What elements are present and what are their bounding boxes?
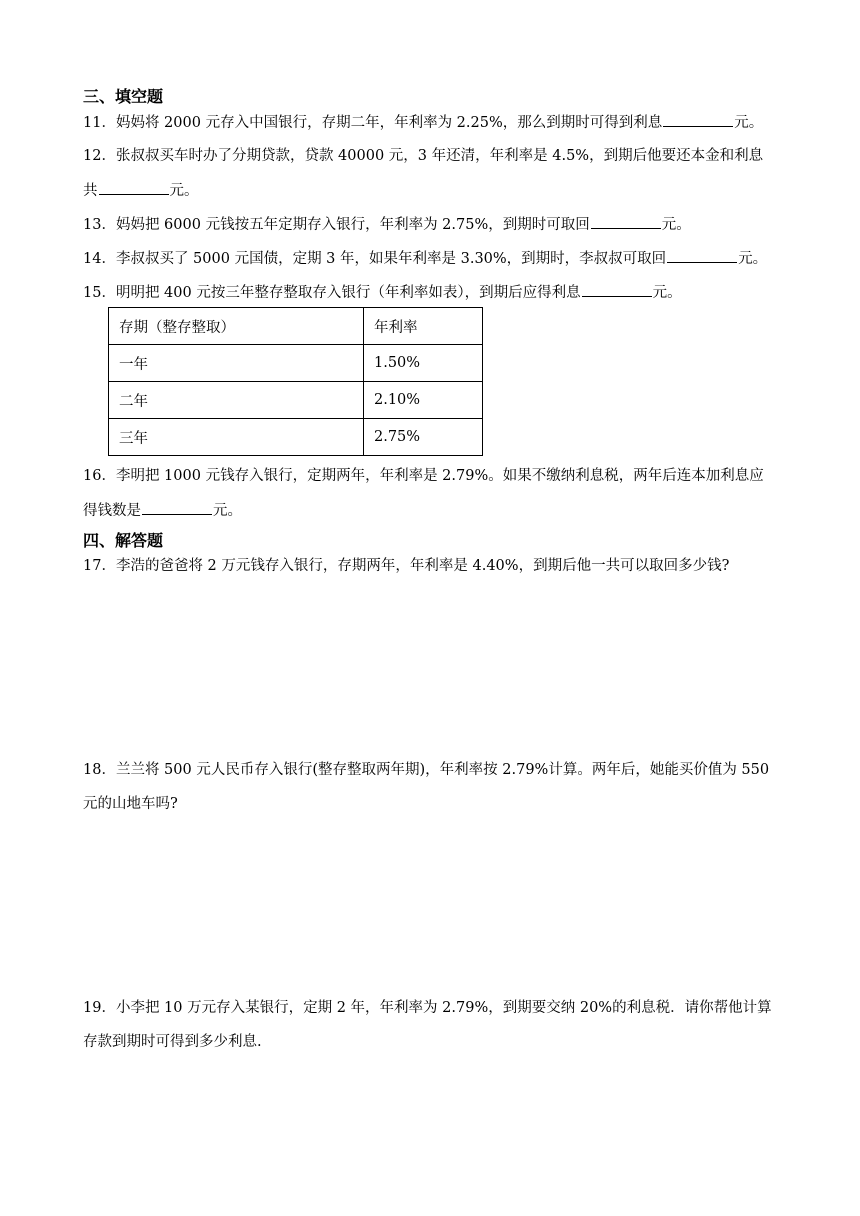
question-19-line-2: 存款到期时可得到多少利息.: [83, 1034, 262, 1050]
table-header-cell: 存期（整存整取）: [109, 308, 364, 345]
table-header-cell: 年利率: [364, 308, 483, 345]
table-row: [109, 419, 483, 456]
question-13-unit: 元。: [661, 217, 691, 233]
question-11: [83, 112, 763, 133]
question-14-text: 14．李叔叔买了 5000 元国债，定期 3 年，如果年利率是 3.30%，到期时，李叔叔可取回: [83, 251, 667, 267]
question-14: [83, 248, 767, 269]
question-12-prefix: 共: [83, 183, 98, 199]
question-16-line-1: 16．李明把 1000 元钱存入银行，定期两年，年利率是 2.79%。如果不缴纳利息税，两年后连本加利息应: [83, 468, 764, 484]
question-15-unit: 元。: [652, 285, 682, 301]
question-12-line-2: [83, 180, 199, 201]
table-cell: 一年: [109, 345, 364, 382]
question-11-text: 11．妈妈将 2000 元存入中国银行，存期二年，年利率为 2.25%，那么到期时可得到利息: [83, 115, 663, 131]
table-header-row: [109, 308, 483, 345]
answer-blank[interactable]: [667, 248, 737, 263]
question-15: [83, 282, 682, 303]
table-cell: 2.75%: [364, 419, 483, 456]
table-cell: 三年: [109, 419, 364, 456]
question-19-line-1: 19．小李把 10 万元存入某银行，定期 2 年，年利率为 2.79%，到期要交纳 20%的利息税．请你帮他计算: [83, 1000, 772, 1016]
question-17: 17．李浩的爸爸将 2 万元钱存入银行，存期两年，年利率是 4.40%，到期后他一共可以取回多少钱?: [83, 558, 730, 574]
section-heading-fill-blank: 三、填空题: [83, 87, 164, 106]
interest-rate-table: [108, 307, 483, 456]
question-14-unit: 元。: [738, 251, 768, 267]
section-heading-answer: 四、解答题: [83, 531, 164, 550]
answer-blank[interactable]: [99, 180, 169, 195]
question-18-line-2: 元的山地车吗?: [83, 796, 178, 812]
table-cell: 二年: [109, 382, 364, 419]
table-cell: 2.10%: [364, 382, 483, 419]
answer-blank[interactable]: [663, 112, 733, 127]
answer-blank[interactable]: [591, 214, 661, 229]
question-12-unit: 元。: [169, 183, 199, 199]
question-16-prefix: 得钱数是: [83, 503, 141, 519]
question-13: [83, 214, 691, 235]
table-cell: 1.50%: [364, 345, 483, 382]
answer-blank[interactable]: [142, 500, 212, 515]
table-row: [109, 345, 483, 382]
table-row: [109, 382, 483, 419]
question-18-line-1: 18．兰兰将 500 元人民币存入银行(整存整取两年期)，年利率按 2.79%计算。两年后，她能买价值为 550: [83, 762, 770, 778]
question-11-unit: 元。: [734, 115, 764, 131]
question-13-text: 13．妈妈把 6000 元钱按五年定期存入银行，年利率为 2.75%，到期时可取回: [83, 217, 590, 233]
answer-blank[interactable]: [582, 282, 652, 297]
question-16-line-2: [83, 500, 242, 521]
question-16-unit: 元。: [213, 503, 242, 519]
question-15-text: 15．明明把 400 元按三年整存整取存入银行（年利率如表），到期后应得利息: [83, 285, 581, 301]
question-12-line-1: 12．张叔叔买车时办了分期贷款，贷款 40000 元，3 年还清，年利率是 4.5%，到期后他要还本金和利息: [83, 148, 764, 164]
